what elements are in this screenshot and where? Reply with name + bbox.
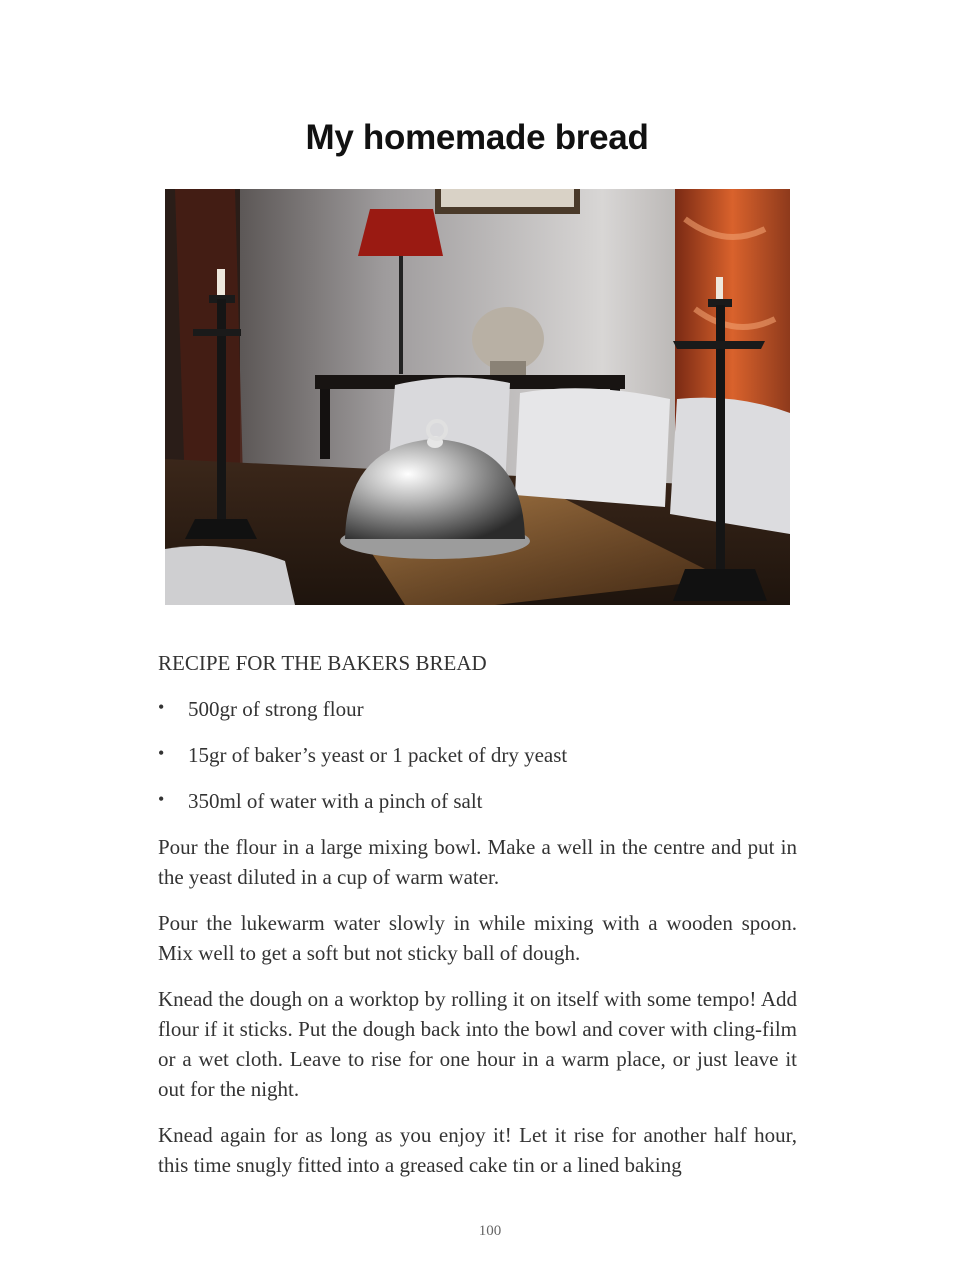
recipe-photo-illustration: [165, 189, 790, 605]
bullet: •: [158, 697, 165, 717]
instruction-paragraph: Knead again for as long as you enjoy it! Let it rise for another half hour, this time snugly fitted into a greased cake tin or a lined baking: [158, 1123, 797, 1177]
list-item: [158, 786, 797, 816]
bullet: •: [158, 789, 165, 809]
recipe-heading: RECIPE FOR THE BAKERS BREAD: [158, 651, 487, 675]
page-number: 100: [478, 1223, 502, 1239]
instruction-paragraph: Knead the dough on a worktop by rolling it on itself with some tempo! Add flour if it sticks. Put the dough back into the bowl and cover with cling-film or a wet cloth. Leave to rise for one hour in a warm place, or just leave it out for the night.: [158, 987, 797, 1101]
recipe-photo: [165, 189, 790, 605]
bullet: •: [158, 743, 165, 763]
ingredient-text: 15gr of baker’s yeast or 1 packet of dry yeast: [188, 743, 568, 767]
ingredient-text: 350ml of water with a pinch of salt: [188, 789, 483, 813]
instruction-paragraph: Pour the flour in a large mixing bowl. Make a well in the centre and put in the yeast diluted in a cup of warm water.: [158, 835, 797, 889]
page-title: My homemade bread: [305, 118, 649, 157]
list-item: [158, 694, 797, 724]
recipe-content: [158, 648, 797, 1196]
list-item: [158, 740, 797, 770]
instruction-paragraph: Pour the lukewarm water slowly in while mixing with a wooden spoon. Mix well to get a soft but not sticky ball of dough.: [158, 911, 797, 965]
ingredient-list: [158, 694, 797, 816]
ingredient-text: 500gr of strong flour: [188, 697, 364, 721]
